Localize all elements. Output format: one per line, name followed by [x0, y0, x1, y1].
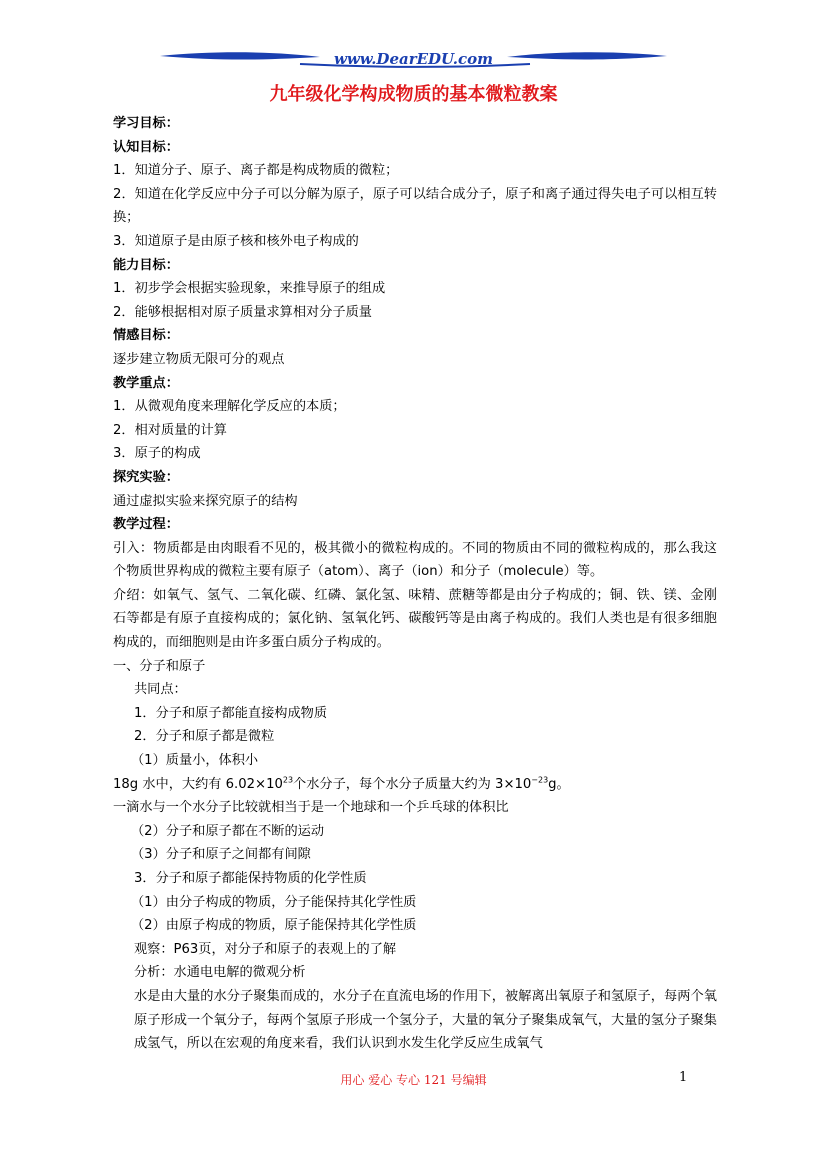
- water-fact-part-1: 18g 水中，大约有 6.02×10: [113, 776, 283, 792]
- ability-goal-1: 1．初步学会根据实验现象，来推导原子的组成: [113, 281, 386, 297]
- heading-emotional-goals: 情感目标：: [113, 328, 179, 344]
- key-point-1: 1．从微观角度来理解化学反应的本质；: [113, 399, 346, 415]
- heading-ability-goals: 能力目标：: [113, 257, 179, 273]
- document-body: [113, 112, 717, 1056]
- heading-experiment: 探究实验：: [113, 469, 179, 485]
- sub-point-3-2: （2）由原子构成的物质，原子能保持其化学性质: [131, 918, 417, 934]
- cognitive-goal-1: 1．知道分子、原子、离子都是构成物质的微粒；: [113, 163, 399, 179]
- common-points-label: 共同点：: [134, 682, 187, 698]
- page-footer: 用心 爱心 专心 121 号编辑: [340, 1073, 487, 1087]
- sub-point-3: （3）分子和原子之间都有间隙: [131, 847, 311, 863]
- exponent-minus-23: −23: [531, 775, 549, 785]
- heading-learning-goals: 学习目标：: [113, 116, 179, 131]
- emotional-goal: 逐步建立物质无限可分的观点: [113, 351, 285, 367]
- document-title: 九年级化学构成物质的基本微粒教案: [269, 84, 558, 105]
- introduction-paragraph: 介绍：如氧气、氢气、二氧化碳、红磷、氯化氢、味精、蔗糖等都是由分子构成的；铜、铁、镁、金刚石等都是有原子直接构成的；氯化钠、氢氧化钙、碳酸钙等是由离子构成的。我们人类也是有很多细胞构成的，而细胞则是由许多蛋白质分子构成的。: [113, 587, 717, 651]
- water-fact-part-2: 个水分子，每个水分子质量大约为 3×10: [293, 776, 532, 792]
- page-number: 1: [679, 1070, 688, 1085]
- water-drop-comparison: 一滴水与一个水分子比较就相当于是一个地球和一个乒乓球的体积比: [113, 800, 509, 816]
- cognitive-goal-2: 2．知道在化学反应中分子可以分解为原子，原子可以结合成分子，原子和离子通过得失电子可以相互转换；: [113, 186, 717, 226]
- water-fact-part-3: g。: [548, 776, 570, 792]
- heading-process: 教学过程：: [113, 517, 179, 533]
- observation-note: 观察：P63页，对分子和原子的表观上的了解: [134, 941, 397, 957]
- common-point-3: 3．分子和原子都能保持物质的化学性质: [134, 871, 367, 886]
- electrolysis-paragraph: 水是由大量的水分子聚集而成的，水分子在直流电场的作用下，被解离出氧原子和氢原子，每两个氧原子形成一个氧分子，每两个氢原子形成一个氢分子，大量的氧分子聚集成氧气，大量的氢分子聚集成氢气，所以在宏观的角度来看，我们认识到水发生化学反应生成氧气: [134, 988, 717, 1052]
- common-point-1: 1．分子和原子都能直接构成物质: [134, 705, 328, 721]
- intro-paragraph: 引入：物质都是由肉眼看不见的，极其微小的微粒构成的。不同的物质由不同的微粒构成的，那么我这个物质世界构成的微粒主要有原子（atom）、离子（ion）和分子（molecule）等。: [113, 540, 717, 580]
- site-url: www.DearEDU.com: [333, 50, 493, 68]
- sub-point-3-1: （1）由分子构成的物质，分子能保持其化学性质: [131, 894, 417, 910]
- common-point-2: 2．分子和原子都是微粒: [134, 729, 275, 745]
- exponent-23: 23: [282, 775, 294, 785]
- analysis-note: 分析：水通电电解的微观分析: [134, 965, 306, 981]
- key-point-2: 2．相对质量的计算: [113, 422, 227, 438]
- key-point-3: 3．原子的构成: [113, 446, 201, 462]
- experiment-text: 通过虚拟实验来探究原子的结构: [113, 493, 298, 509]
- cognitive-goal-3: 3．知道原子是由原子核和核外电子构成的: [113, 233, 359, 249]
- heading-cognitive-goals: 认知目标：: [113, 139, 179, 155]
- section-molecules-atoms: 一、分子和原子: [113, 658, 206, 674]
- ability-goal-2: 2．能够根据相对原子质量求算相对分子质量: [113, 304, 372, 320]
- water-molecule-fact: [113, 773, 717, 797]
- sub-point-1: （1）质量小，体积小: [131, 753, 259, 769]
- sub-point-2: （2）分子和原子都在不断的运动: [131, 823, 325, 839]
- heading-key-points: 教学重点：: [113, 375, 179, 391]
